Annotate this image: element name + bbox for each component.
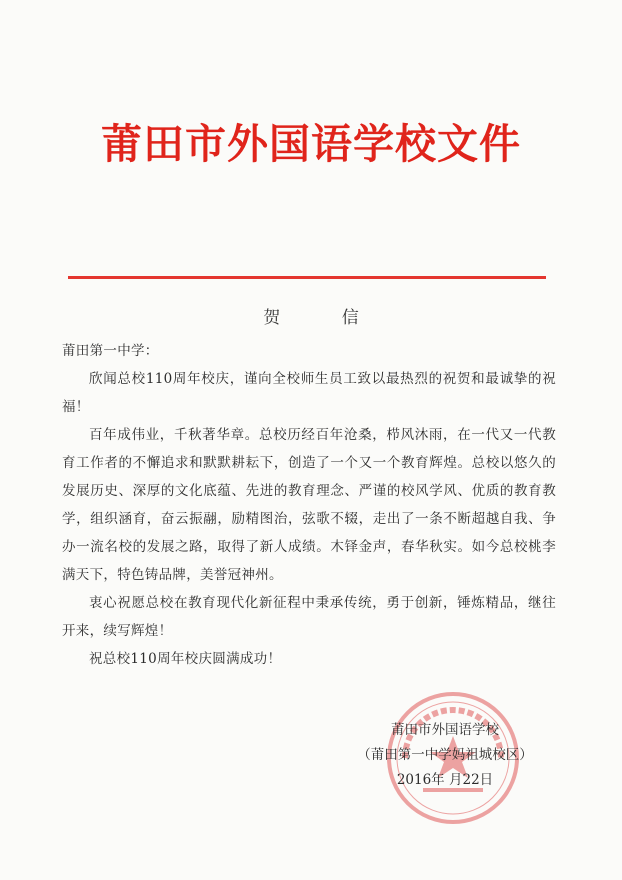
document-header-title: 莆田市外国语学校文件: [101, 120, 521, 168]
letter-paragraph-4: 祝总校110周年校庆圆满成功！: [89, 651, 282, 667]
letter-paragraph-2: 百年成伟业，千秋著华章。总校历经百年沧桑，栉风沐雨，在一代又一代教育工作者的不懈追求和默默耕耘下，创造了一个又一个教育辉煌。总校以悠久的发展历史、深厚的文化底蕴、先进的教育理念、严谨的校风学风、优质的教育教学，组织涵育，奋云振翮，励精图治，弦歌不辍，走出了一条不断超越自我、争办一流名校的发展之路，取得了新人成绩。木铎金声，春华秋实。如今总校桃李满天下，特色铸品牌，美誉冠神州。: [62, 427, 556, 583]
letter-paragraph-3: 衷心祝愿总校在教育现代化新征程中秉承传统，勇于创新，锤炼精品，继往开来，续写辉煌！: [62, 595, 556, 639]
signature-sub-organization: （莆田第一中学妈祖城校区）: [357, 747, 533, 763]
signature-date: 2016年 月22日: [396, 772, 494, 788]
letter-title: 贺 信: [263, 308, 387, 328]
signature-organization: 莆田市外国语学校: [391, 722, 499, 738]
header-divider: [68, 276, 546, 279]
signature-block: [330, 718, 560, 793]
letter-paragraph-1: 欣闻总校110周年校庆，谨向全校师生员工致以最热烈的祝贺和最诚挚的祝福！: [62, 371, 556, 415]
letter-salutation: 莆田第一中学：: [62, 343, 159, 359]
letter-body: [62, 337, 556, 673]
